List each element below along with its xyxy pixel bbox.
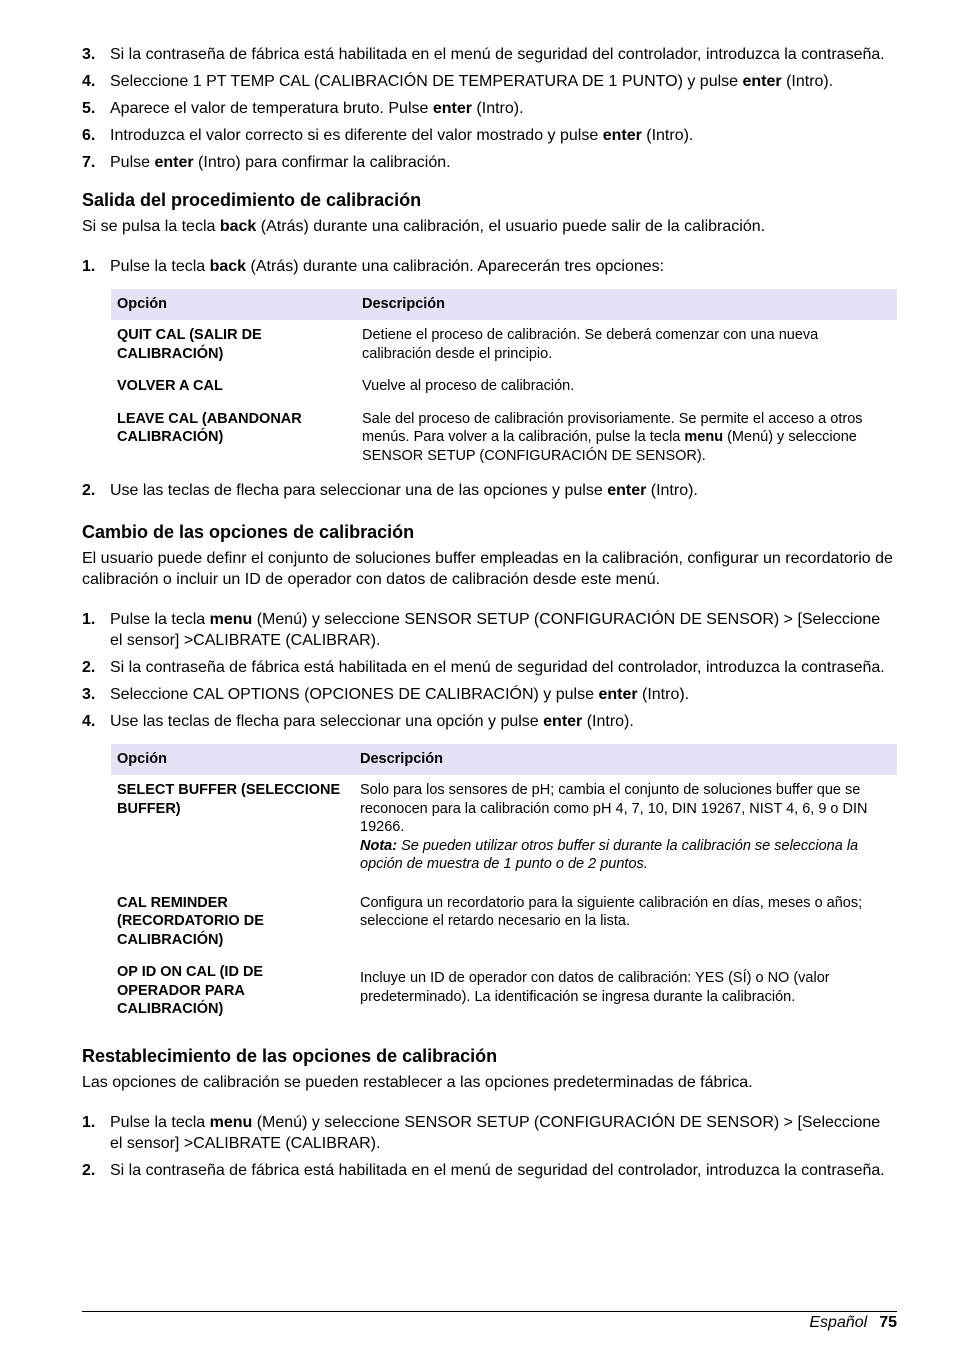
list-item bbox=[82, 480, 897, 501]
step-number: 1. bbox=[82, 258, 96, 275]
step-text: Use las teclas de flecha para seleccionar una de las opciones y pulse enter (Intro). bbox=[110, 482, 698, 499]
step-text: Si la contraseña de fábrica está habilitada en el menú de seguridad del controlador, introduzca la contraseña. bbox=[110, 1161, 885, 1179]
list-item bbox=[82, 256, 897, 277]
step-number: 4. bbox=[82, 713, 96, 730]
list-item bbox=[82, 711, 897, 732]
option-description: Incluye un ID de operador con datos de calibración: YES (SÍ) o NO (valor predeterminado). La identificación se ingresa durante la calibración. bbox=[360, 970, 830, 1005]
step-text: Use las teclas de flecha para seleccionar una opción y pulse enter (Intro). bbox=[110, 713, 634, 730]
option-name: CAL REMINDER (RECORDATORIO DE CALIBRACIÓN) bbox=[117, 894, 264, 948]
option-name: LEAVE CAL (ABANDONAR CALIBRACIÓN) bbox=[117, 410, 302, 445]
section-heading: Salida del procedimiento de calibración bbox=[82, 190, 422, 210]
page-footer bbox=[809, 1313, 897, 1333]
step-number: 5. bbox=[82, 100, 96, 117]
step-text: Aparece el valor de temperatura bruto. Pulse enter (Intro). bbox=[110, 100, 524, 117]
step-number: 1. bbox=[82, 611, 96, 628]
list-item bbox=[82, 657, 897, 678]
step-text: Pulse la tecla menu (Menú) y seleccione SENSOR SETUP (CONFIGURACIÓN DE SENSOR) > [Seleccione el sensor] >CALIBRATE (CALIBRAR). bbox=[110, 611, 881, 649]
list-item bbox=[82, 1160, 897, 1181]
step-text: Seleccione CAL OPTIONS (OPCIONES DE CALIBRACIÓN) y pulse enter (Intro). bbox=[110, 686, 690, 703]
table-row bbox=[111, 957, 897, 1027]
step-number: 7. bbox=[82, 154, 96, 171]
section-intro: Las opciones de calibración se pueden restablecer a las opciones predeterminadas de fábrica. bbox=[82, 1073, 753, 1091]
steps-list-cal-options bbox=[82, 609, 897, 732]
steps-list-reset-options bbox=[82, 1112, 897, 1181]
option-description: Configura un recordatorio para la siguiente calibración en días, meses o años; seleccione el retardo necesario en la lista. bbox=[360, 894, 863, 929]
note-text: Nota: Se pueden utilizar otros buffer si durante la calibración se selecciona la opción de muestra de 1 punto o de 2 puntos. bbox=[360, 837, 859, 872]
table-row bbox=[111, 320, 897, 371]
list-item bbox=[82, 125, 897, 146]
options-table-cal-options bbox=[111, 744, 897, 1027]
column-header-description: Descripción bbox=[356, 289, 897, 320]
table-row bbox=[111, 404, 897, 474]
step-text: Pulse la tecla back (Atrás) durante una calibración. Aparecerán tres opciones: bbox=[110, 258, 665, 275]
footer-divider bbox=[82, 1311, 897, 1312]
section-intro: Si se pulsa la tecla back (Atrás) durante una calibración, el usuario puede salir de la calibración. bbox=[82, 218, 766, 235]
list-item bbox=[82, 98, 897, 119]
step-number: 1. bbox=[82, 1113, 96, 1131]
step-number: 3. bbox=[82, 686, 96, 703]
list-item bbox=[82, 44, 897, 65]
step-number: 4. bbox=[82, 73, 96, 90]
option-name: SELECT BUFFER (SELECCIONE BUFFER) bbox=[117, 782, 341, 817]
step-text: Seleccione 1 PT TEMP CAL (CALIBRACIÓN DE TEMPERATURA DE 1 PUNTO) y pulse enter (Intro). bbox=[110, 73, 834, 90]
option-description: Sale del proceso de calibración provisoriamente. Se permite el acceso a otros menús. Para volver a la calibración, pulse la tecla menu (Menú) y seleccione SENSOR SETUP (CONFIGURACIÓN DE SENSOR). bbox=[362, 410, 863, 464]
option-description: Vuelve al proceso de calibración. bbox=[362, 378, 575, 394]
step-number: 2. bbox=[82, 482, 96, 499]
step-text: Introduzca el valor correcto si es diferente del valor mostrado y pulse enter (Intro). bbox=[110, 127, 694, 144]
list-item bbox=[82, 152, 897, 173]
step-number: 6. bbox=[82, 127, 96, 144]
list-item bbox=[82, 71, 897, 92]
step-number: 2. bbox=[82, 659, 96, 676]
table-header-row bbox=[111, 289, 897, 320]
section-intro: El usuario puede definr el conjunto de soluciones buffer empleadas en la calibración, configurar un recordatorio de calibración o incluir un ID de operador con datos de calibración desde este menú. bbox=[82, 550, 893, 588]
list-item bbox=[82, 1112, 897, 1154]
column-header-option: Opción bbox=[111, 289, 356, 320]
column-header-option: Opción bbox=[111, 744, 354, 775]
table-row bbox=[111, 371, 897, 404]
table-row bbox=[111, 775, 897, 888]
step-text: Si la contraseña de fábrica está habilitada en el menú de seguridad del controlador, introduzca la contraseña. bbox=[110, 46, 885, 63]
column-header-description: Descripción bbox=[354, 744, 897, 775]
step-number: 2. bbox=[82, 1161, 96, 1179]
option-name: VOLVER A CAL bbox=[117, 378, 223, 394]
table-header-row bbox=[111, 744, 897, 775]
list-item bbox=[82, 684, 897, 705]
step-text: Si la contraseña de fábrica está habilitada en el menú de seguridad del controlador, introduzca la contraseña. bbox=[110, 659, 885, 676]
document-page bbox=[82, 44, 897, 1187]
page-number: 75 bbox=[879, 1314, 897, 1331]
options-table-exit-cal bbox=[111, 289, 897, 473]
option-name: OP ID ON CAL (ID DE OPERADOR PARA CALIBRACIÓN) bbox=[117, 964, 264, 1017]
footer-language: Español bbox=[809, 1314, 868, 1331]
option-name: QUIT CAL (SALIR DE CALIBRACIÓN) bbox=[117, 327, 262, 362]
steps-list-temp-cal bbox=[82, 44, 897, 173]
step-text: Pulse la tecla menu (Menú) y seleccione SENSOR SETUP (CONFIGURACIÓN DE SENSOR) > [Seleccione el sensor] >CALIBRATE (CALIBRAR). bbox=[110, 1113, 881, 1152]
step-text: Pulse enter (Intro) para confirmar la calibración. bbox=[110, 154, 451, 171]
section-heading: Restablecimiento de las opciones de calibración bbox=[82, 1045, 498, 1066]
option-description: Solo para los sensores de pH; cambia el conjunto de soluciones buffer que se reconocen para la calibración como pH 4, 7, 10, DIN 19267, NIST 4, 6, 9 o DIN 19266. Nota: Se pueden utilizar otros buffer si durante la calibración se selecciona la opción de muestra de 1 punto o de 2 puntos. bbox=[360, 782, 868, 872]
option-description: Detiene el proceso de calibración. Se deberá comenzar con una nueva calibración desde el principio. bbox=[362, 327, 819, 362]
section-heading: Cambio de las opciones de calibración bbox=[82, 522, 415, 542]
list-item bbox=[82, 609, 897, 651]
table-row bbox=[111, 888, 897, 958]
step-number: 3. bbox=[82, 46, 96, 63]
